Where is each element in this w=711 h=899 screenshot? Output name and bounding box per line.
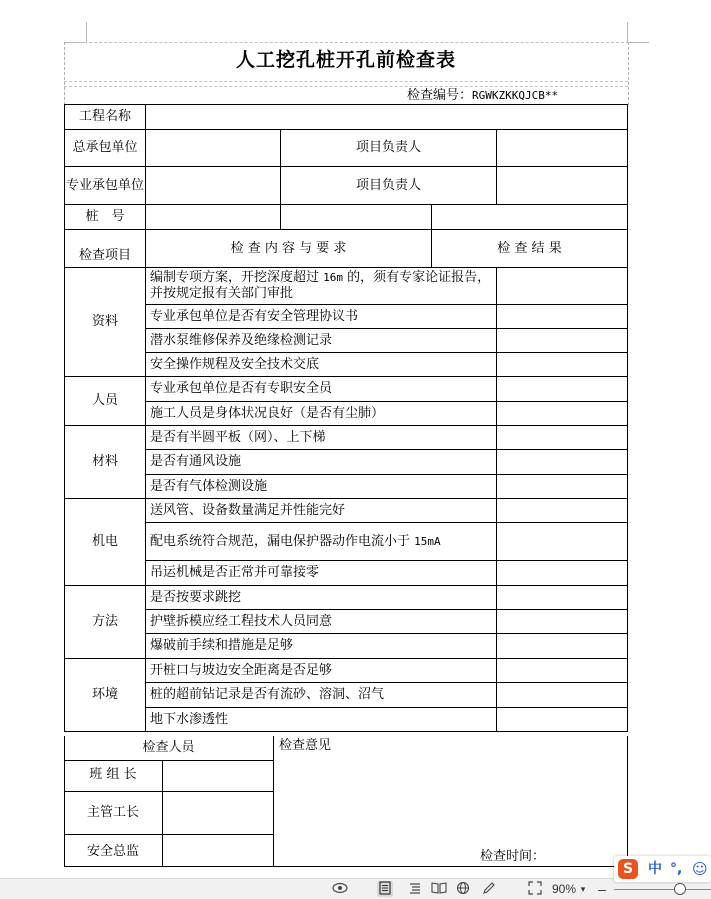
table-row xyxy=(65,426,628,450)
pile-no-cell[interactable] xyxy=(281,205,432,230)
supervisor-label: 主管工长 xyxy=(86,805,139,820)
inspectors-label: 检查人员 xyxy=(142,740,195,755)
section-label-materials: 材料 xyxy=(65,426,146,499)
specialty-contractor-cell[interactable] xyxy=(146,167,281,205)
check-result-cell[interactable] xyxy=(497,329,628,353)
zoom-out-button[interactable]: – xyxy=(598,881,606,897)
check-item-unit: 15mA xyxy=(414,534,441,548)
pile-no-cell[interactable] xyxy=(432,205,628,230)
supervisor-signature[interactable] xyxy=(163,792,273,834)
section-label-method: 方法 xyxy=(65,586,146,659)
check-item: 专业承包单位是否有安全管理协议书 xyxy=(146,305,497,329)
table-row xyxy=(65,402,628,426)
page-corner-mark xyxy=(86,22,87,42)
zoom-slider-thumb[interactable] xyxy=(674,883,686,895)
check-result-cell[interactable] xyxy=(497,561,628,586)
project-manager-cell[interactable] xyxy=(497,130,628,167)
check-result-cell[interactable] xyxy=(497,683,628,708)
table-row xyxy=(65,475,628,499)
table-row xyxy=(65,230,628,268)
ime-punctuation-toggle[interactable]: °, xyxy=(670,861,683,877)
project-name-cell[interactable] xyxy=(146,105,628,130)
table-row xyxy=(65,268,628,305)
specialty-contractor-label: 专业承包单位 xyxy=(65,167,146,205)
table-row xyxy=(65,499,628,523)
section-label-personnel: 人员 xyxy=(65,377,146,426)
check-result-cell[interactable] xyxy=(497,305,628,329)
check-item: 桩的超前钻记录是否有流砂、溶洞、沼气 xyxy=(146,683,497,708)
table-row xyxy=(65,305,628,329)
opinion-field[interactable] xyxy=(276,756,624,844)
table-row xyxy=(65,130,628,167)
table-row xyxy=(65,610,628,634)
check-time-label: 检查时间： xyxy=(480,849,546,864)
check-result-cell[interactable] xyxy=(497,450,628,475)
reading-view-icon[interactable] xyxy=(431,881,447,897)
check-result-cell[interactable] xyxy=(497,268,628,305)
check-result-cell[interactable] xyxy=(497,377,628,402)
ime-language-toggle[interactable]: 中 xyxy=(648,861,662,877)
check-item: 爆破前手续和措施是足够 xyxy=(146,634,497,659)
check-item: 安全操作规程及安全技术交底 xyxy=(146,353,497,377)
table-row xyxy=(65,659,628,683)
table-row xyxy=(65,634,628,659)
zoom-dropdown-icon[interactable]: ▾ xyxy=(580,884,586,894)
check-item: 施工人员是身体状况良好（是否有尘肺） xyxy=(146,402,497,426)
check-result-cell[interactable] xyxy=(497,426,628,450)
check-result-cell[interactable] xyxy=(497,402,628,426)
ime-logo-icon[interactable]: S xyxy=(618,859,638,879)
project-name-label: 工程名称 xyxy=(65,105,146,130)
opinion-label: 检查意见 xyxy=(279,738,332,753)
pile-no-label: 桩 号 xyxy=(65,205,146,230)
outline-view-icon[interactable] xyxy=(407,881,423,897)
status-bar xyxy=(0,878,711,899)
check-item: 吊运机械是否正常并可靠接零 xyxy=(146,561,497,586)
check-number-label: 检查编号： xyxy=(407,88,473,103)
check-item-unit: 16m xyxy=(323,271,344,284)
check-result-cell[interactable] xyxy=(497,353,628,377)
table-row xyxy=(65,450,628,475)
check-item: 专业承包单位是否有专职安全员 xyxy=(146,377,497,402)
edit-pen-icon[interactable] xyxy=(481,881,497,897)
check-result-cell[interactable] xyxy=(497,634,628,659)
check-item: 送风管、设备数量满足并性能完好 xyxy=(146,499,497,523)
check-item-text: 配电系统符合规范，漏电保护器动作电流小于 xyxy=(150,533,415,549)
ime-toolbar[interactable] xyxy=(614,856,711,882)
pile-no-cell[interactable] xyxy=(146,205,281,230)
table-row xyxy=(65,167,628,205)
general-contractor-label: 总承包单位 xyxy=(65,130,146,167)
ime-emoji-icon[interactable]: ☺ xyxy=(692,860,708,878)
section-label-electromechanical: 机电 xyxy=(65,499,146,586)
check-item xyxy=(146,523,497,561)
table-row xyxy=(65,205,628,230)
inspection-table xyxy=(64,104,628,732)
column-header-result: 检 查 结 果 xyxy=(432,230,628,268)
signoff-divider xyxy=(273,736,274,866)
project-manager-cell[interactable] xyxy=(497,167,628,205)
zoom-level[interactable]: 90% xyxy=(551,882,577,896)
project-manager-label: 项目负责人 xyxy=(281,130,497,167)
check-result-cell[interactable] xyxy=(497,659,628,683)
title-underline xyxy=(64,81,628,82)
safety-director-signature[interactable] xyxy=(163,835,273,866)
check-item: 地下水渗透性 xyxy=(146,708,497,732)
table-row xyxy=(65,561,628,586)
check-item xyxy=(146,268,497,305)
page-view-icon[interactable] xyxy=(377,881,393,897)
web-view-icon[interactable] xyxy=(455,881,471,897)
check-result-cell[interactable] xyxy=(497,523,628,561)
table-row xyxy=(65,377,628,402)
table-row xyxy=(65,523,628,561)
check-item: 是否有通风设施 xyxy=(146,450,497,475)
check-item: 开桩口与坡边安全距离是否足够 xyxy=(146,659,497,683)
table-row xyxy=(65,353,628,377)
team-leader-signature[interactable] xyxy=(163,761,273,791)
table-row xyxy=(65,329,628,353)
zoom-slider-track[interactable] xyxy=(614,889,711,890)
check-result-cell[interactable] xyxy=(497,475,628,499)
table-row xyxy=(65,105,628,130)
document-title: 人工挖孔桩开孔前检查表 xyxy=(235,49,456,71)
check-number xyxy=(407,87,558,104)
table-row xyxy=(65,586,628,610)
eye-protection-icon[interactable] xyxy=(332,881,348,897)
check-item: 是否按要求跳挖 xyxy=(146,586,497,610)
check-item: 护壁拆模应经工程技术人员同意 xyxy=(146,610,497,634)
page-corner-mark xyxy=(627,22,628,42)
section-label-environment: 环境 xyxy=(65,659,146,732)
check-item: 是否有气体检测设施 xyxy=(146,475,497,499)
check-number-value: RGWKZKKQJCB** xyxy=(472,89,559,102)
check-item-text: 的，须有专家论证报告，并按规定报有关部门审批 xyxy=(150,270,491,301)
signoff-section xyxy=(64,736,627,867)
check-result-cell[interactable] xyxy=(497,708,628,732)
check-item: 潜水泵维修保养及绝缘检测记录 xyxy=(146,329,497,353)
table-row xyxy=(65,708,628,732)
team-leader-label: 班 组 长 xyxy=(89,767,137,782)
project-manager-label: 项目负责人 xyxy=(281,167,497,205)
general-contractor-cell[interactable] xyxy=(146,130,281,167)
safety-director-label: 安全总监 xyxy=(86,844,139,859)
check-item-text: 编制专项方案，开挖深度超过 xyxy=(150,270,324,285)
table-row xyxy=(65,683,628,708)
check-result-cell[interactable] xyxy=(497,586,628,610)
check-result-cell[interactable] xyxy=(497,499,628,523)
fit-page-icon[interactable] xyxy=(527,881,543,897)
page-corner-mark xyxy=(627,42,649,43)
check-item: 是否有半圆平板（网）、上下梯 xyxy=(146,426,497,450)
check-result-cell[interactable] xyxy=(497,610,628,634)
section-label-documents: 资料 xyxy=(65,268,146,377)
column-header-item: 检查项目 xyxy=(65,230,146,268)
column-header-content: 检 查 内 容 与 要 求 xyxy=(146,230,432,268)
